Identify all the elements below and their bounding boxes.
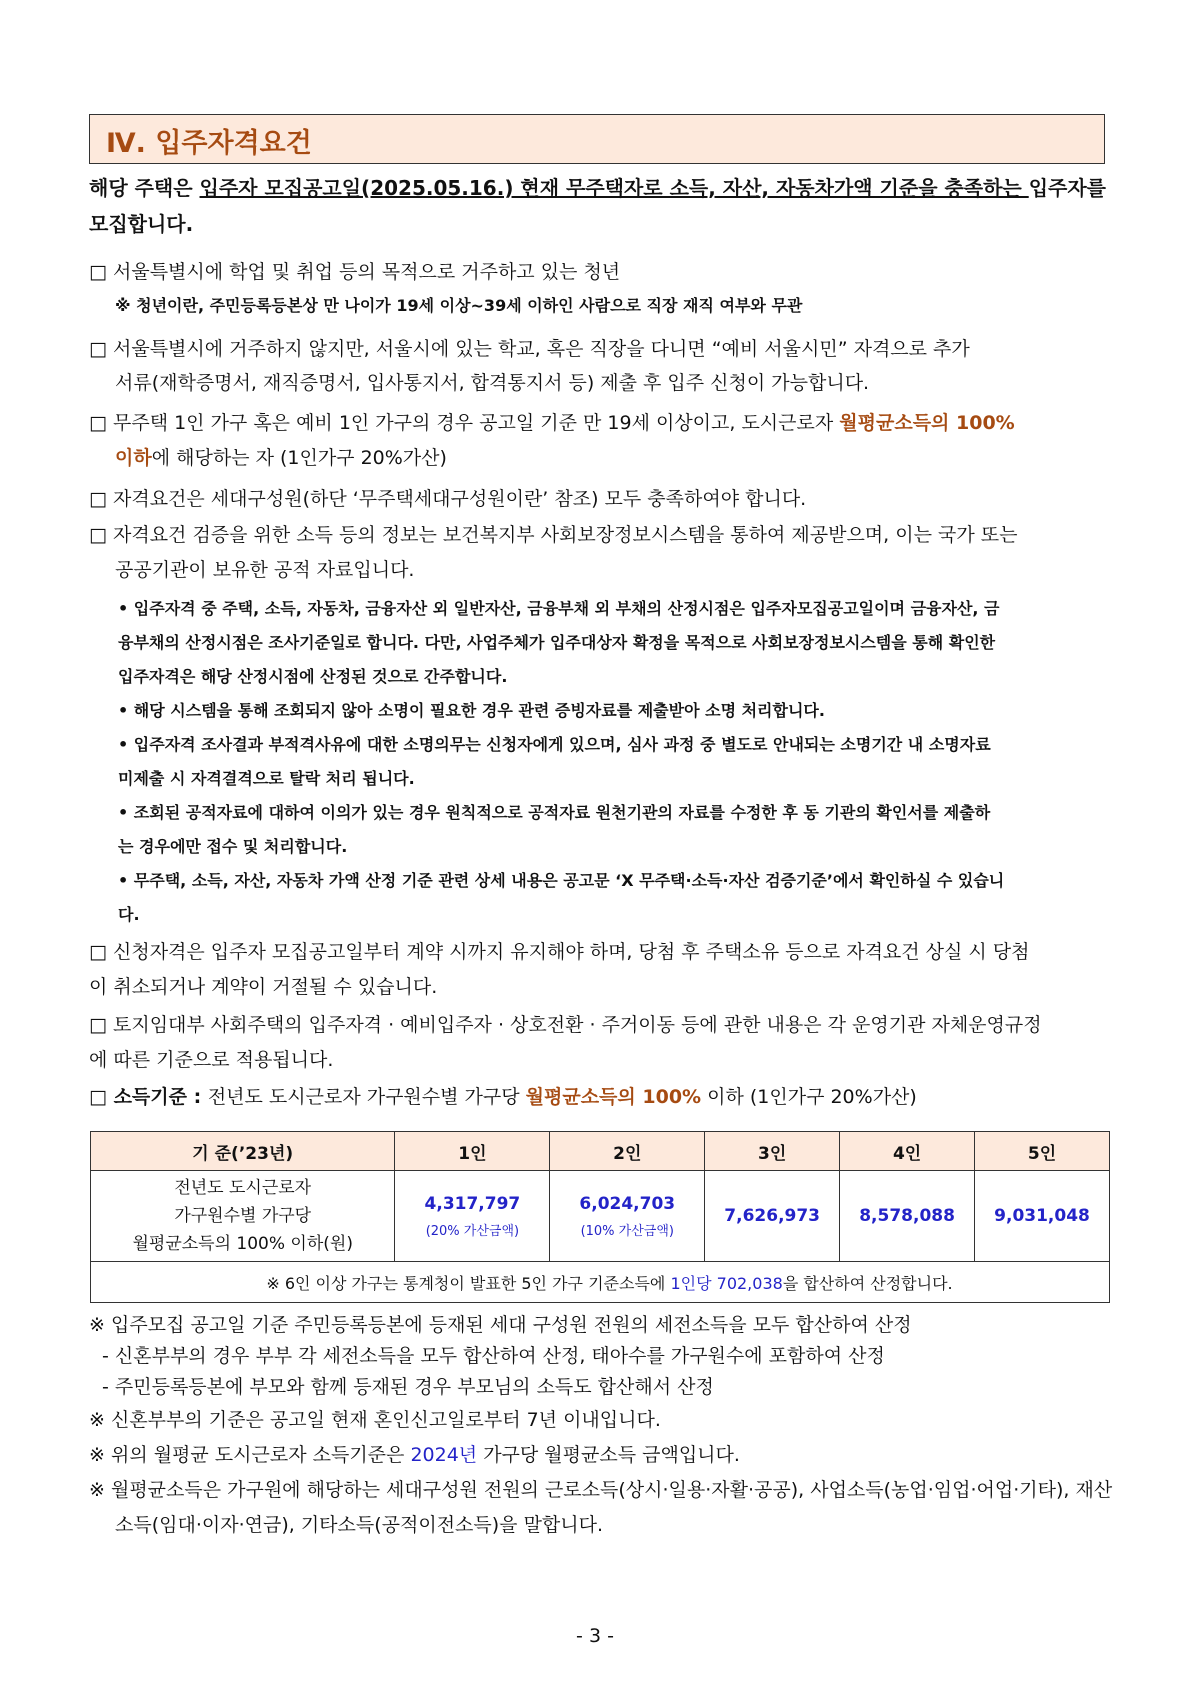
table-header: 1인 bbox=[395, 1132, 550, 1171]
income-value: 7,626,973 bbox=[724, 1206, 821, 1226]
item-maintain-a: □ 신청자격은 입주자 모집공고일부터 계약 시까지 유지해야 하며, 당첨 후 주택소유 등으로 자격요건 상실 시 당첨 bbox=[89, 941, 1030, 963]
item-income-criteria bbox=[89, 1082, 917, 1109]
item-single-text-2: 에 해당하는 자 (1인가구 20%가산) bbox=[151, 447, 447, 469]
table-note bbox=[91, 1262, 1110, 1303]
note-income-sum-sub-a: - 신혼부부의 경우 부부 각 세전소득을 모두 합산하여 산정, 태아수를 가구원수에 포함하여 산정 bbox=[102, 1345, 885, 1367]
table-header: 기 준(’23년) bbox=[91, 1132, 395, 1171]
note-newlywed: ※ 신혼부부의 기준은 공고일 현재 혼인신고일로부터 7년 이내입니다. bbox=[89, 1409, 661, 1431]
item-verification-a: □ 자격요건 검증을 위한 소득 등의 정보는 보건복지부 사회보장정보시스템을 통하여 제공받으며, 이는 국가 또는 bbox=[89, 524, 1018, 546]
note-income-year-end: 가구당 월평균소득 금액입니다. bbox=[477, 1444, 740, 1466]
income-criteria-text: 전년도 도시근로자 가구원수별 가구당 bbox=[207, 1086, 526, 1108]
income-value: 4,317,797 bbox=[424, 1193, 521, 1214]
item-single-household-a bbox=[89, 408, 1015, 435]
intro-line-2: 모집합니다. bbox=[89, 212, 194, 236]
table-header: 4인 bbox=[840, 1132, 975, 1171]
income-value: 6,024,703 bbox=[579, 1193, 676, 1214]
section-title: Ⅳ. 입주자격요건 bbox=[106, 128, 312, 159]
income-value: 9,031,048 bbox=[994, 1206, 1090, 1226]
table-cell-1-person bbox=[395, 1171, 550, 1262]
note-income-year bbox=[89, 1440, 740, 1467]
table-header: 3인 bbox=[705, 1132, 840, 1171]
table-note-text: ※ 6인 이상 가구는 통계청이 발표한 5인 가구 기준소득에 bbox=[266, 1273, 671, 1293]
income-criteria-lead: □ 소득기준 : bbox=[89, 1086, 208, 1108]
item-single-highlight: 월평균소득의 100% bbox=[839, 412, 1015, 434]
item-prospective-b: 서류(재학증명서, 재직증명서, 입사통지서, 합격통지서 등) 제출 후 입주 신청이 가능합니다. bbox=[115, 372, 870, 394]
income-value-note: (10% 가산금액) bbox=[580, 1223, 674, 1239]
bullet-3-a: • 입주자격 조사결과 부적격사유에 대한 소명의무는 신청자에게 있으며, 심사 과정 중 별도로 안내되는 소명기간 내 소명자료 bbox=[118, 735, 991, 754]
bullet-4-b: 는 경우에만 접수 및 처리합니다. bbox=[118, 837, 348, 856]
item-single-highlight-2: 이하 bbox=[115, 447, 152, 469]
income-criteria-highlight: 월평균소득의 100% bbox=[525, 1086, 702, 1108]
bullet-5-a: • 무주택, 소득, 자산, 자동차 가액 산정 기준 관련 상세 내용은 공고문 ‘X 무주택·소득·자산 검증기준’에서 확인하실 수 있습니 bbox=[118, 871, 1005, 890]
table-note-end: 을 합산하여 산정합니다. bbox=[782, 1273, 953, 1293]
intro-text-a: 해당 주택은 bbox=[89, 176, 200, 200]
item-operator-rules-a: □ 토지임대부 사회주택의 입주자격 · 예비입주자 · 상호전환 · 주거이동 등에 관한 내용은 각 운영기관 자체운영규정 bbox=[89, 1014, 1042, 1036]
table-cell-5-person bbox=[975, 1171, 1110, 1262]
row-label-line: 월평균소득의 100% 이하(원) bbox=[132, 1234, 353, 1254]
row-label-line: 가구원수별 가구당 bbox=[174, 1206, 312, 1226]
item-maintain-b: 이 취소되거나 계약이 거절될 수 있습니다. bbox=[89, 976, 438, 998]
item-prospective-a: □ 서울특별시에 거주하지 않지만, 서울시에 있는 학교, 혹은 직장을 다니면 “예비 서울시민” 자격으로 추가 bbox=[89, 338, 970, 360]
income-value-note: (20% 가산금액) bbox=[425, 1223, 520, 1239]
note-income-definition-a: ※ 월평균소득은 가구원에 해당하는 세대구성원 전원의 근로소득(상시·일용·자활·공공), 사업소득(농업·임업·어업·기타), 재산 bbox=[89, 1479, 1113, 1501]
table-note-highlight: 1인당 702,038 bbox=[670, 1273, 783, 1293]
table-header-row bbox=[91, 1132, 1110, 1171]
row-label-line: 전년도 도시근로자 bbox=[174, 1178, 312, 1198]
note-income-sum: ※ 입주모집 공고일 기준 주민등록등본에 등재된 세대 구성원 전원의 세전소득을 모두 합산하여 산정 bbox=[89, 1314, 912, 1336]
item-verification-b: 공공기관이 보유한 공적 자료입니다. bbox=[115, 559, 415, 581]
table-header: 5인 bbox=[975, 1132, 1110, 1171]
page-number: - 3 - bbox=[576, 1625, 614, 1647]
table-cell-3-person bbox=[705, 1171, 840, 1262]
bullet-5-b: 다. bbox=[118, 905, 140, 924]
note-income-year-text: ※ 위의 월평균 도시근로자 소득기준은 bbox=[89, 1444, 411, 1466]
income-value: 8,578,088 bbox=[859, 1206, 955, 1226]
bullet-1-c: 입주자격은 해당 산정시점에 산정된 것으로 간주합니다. bbox=[118, 667, 508, 686]
table-row bbox=[91, 1171, 1110, 1262]
intro-line-1 bbox=[89, 172, 1106, 201]
intro-text-end: 입주자를 bbox=[1028, 176, 1106, 200]
item-single-text: □ 무주택 1인 가구 혹은 예비 1인 가구의 경우 공고일 기준 만 19세 이상이고, 도시근로자 bbox=[89, 412, 840, 434]
income-table bbox=[90, 1131, 1110, 1303]
table-cell-2-person bbox=[550, 1171, 705, 1262]
note-income-year-highlight: 2024년 bbox=[410, 1444, 478, 1466]
table-header: 2인 bbox=[550, 1132, 705, 1171]
table-note-row bbox=[91, 1262, 1110, 1303]
item-youth: □ 서울특별시에 학업 및 취업 등의 목적으로 거주하고 있는 청년 bbox=[89, 261, 621, 283]
bullet-1-b: 융부채의 산정시점은 조사기준일로 합니다. 다만, 사업주체가 입주대상자 확정을 목적으로 사회보장정보시스템을 통해 확인한 bbox=[118, 633, 996, 652]
item-household-members: □ 자격요건은 세대구성원(하단 ‘무주택세대구성원이란’ 참조) 모두 충족하여야 합니다. bbox=[89, 488, 807, 510]
bullet-3-b: 미제출 시 자격결격으로 탈락 처리 됩니다. bbox=[118, 769, 415, 788]
bullet-2: • 해당 시스템을 통해 조회되지 않아 소명이 필요한 경우 관련 증빙자료를 제출받아 소명 처리합니다. bbox=[118, 701, 825, 720]
bullet-4-a: • 조회된 공적자료에 대하여 이의가 있는 경우 원칙적으로 공적자료 원천기관의 자료를 수정한 후 동 기관의 확인서를 제출하 bbox=[118, 803, 991, 822]
item-youth-note: ※ 청년이란, 주민등록등본상 만 나이가 19세 이상~39세 이하인 사람으로 직장 재직 여부와 무관 bbox=[115, 296, 803, 315]
item-single-household-b bbox=[115, 443, 447, 470]
note-income-definition-b: 소득(임대·이자·연금), 기타소득(공적이전소득)을 말합니다. bbox=[115, 1514, 604, 1536]
section-title-box bbox=[89, 114, 1105, 164]
item-operator-rules-b: 에 따른 기준으로 적용됩니다. bbox=[89, 1049, 334, 1071]
table-cell-4-person bbox=[840, 1171, 975, 1262]
note-income-sum-sub-b: - 주민등록등본에 부모와 함께 등재된 경우 부모님의 소득도 합산해서 산정 bbox=[102, 1376, 714, 1398]
table-row-label bbox=[91, 1171, 395, 1262]
income-criteria-end: 이하 (1인가구 20%가산) bbox=[701, 1086, 917, 1108]
bullet-1-a: • 입주자격 중 주택, 소득, 자동차, 금융자산 외 일반자산, 금융부채 외 부채의 산정시점은 입주자모집공고일이며 금융자산, 금 bbox=[118, 599, 1000, 618]
intro-text-underlined: 입주자 모집공고일(2025.05.16.) 현재 무주택자로 소득, 자산, 자동차가액 기준을 충족하는 bbox=[199, 176, 1029, 200]
